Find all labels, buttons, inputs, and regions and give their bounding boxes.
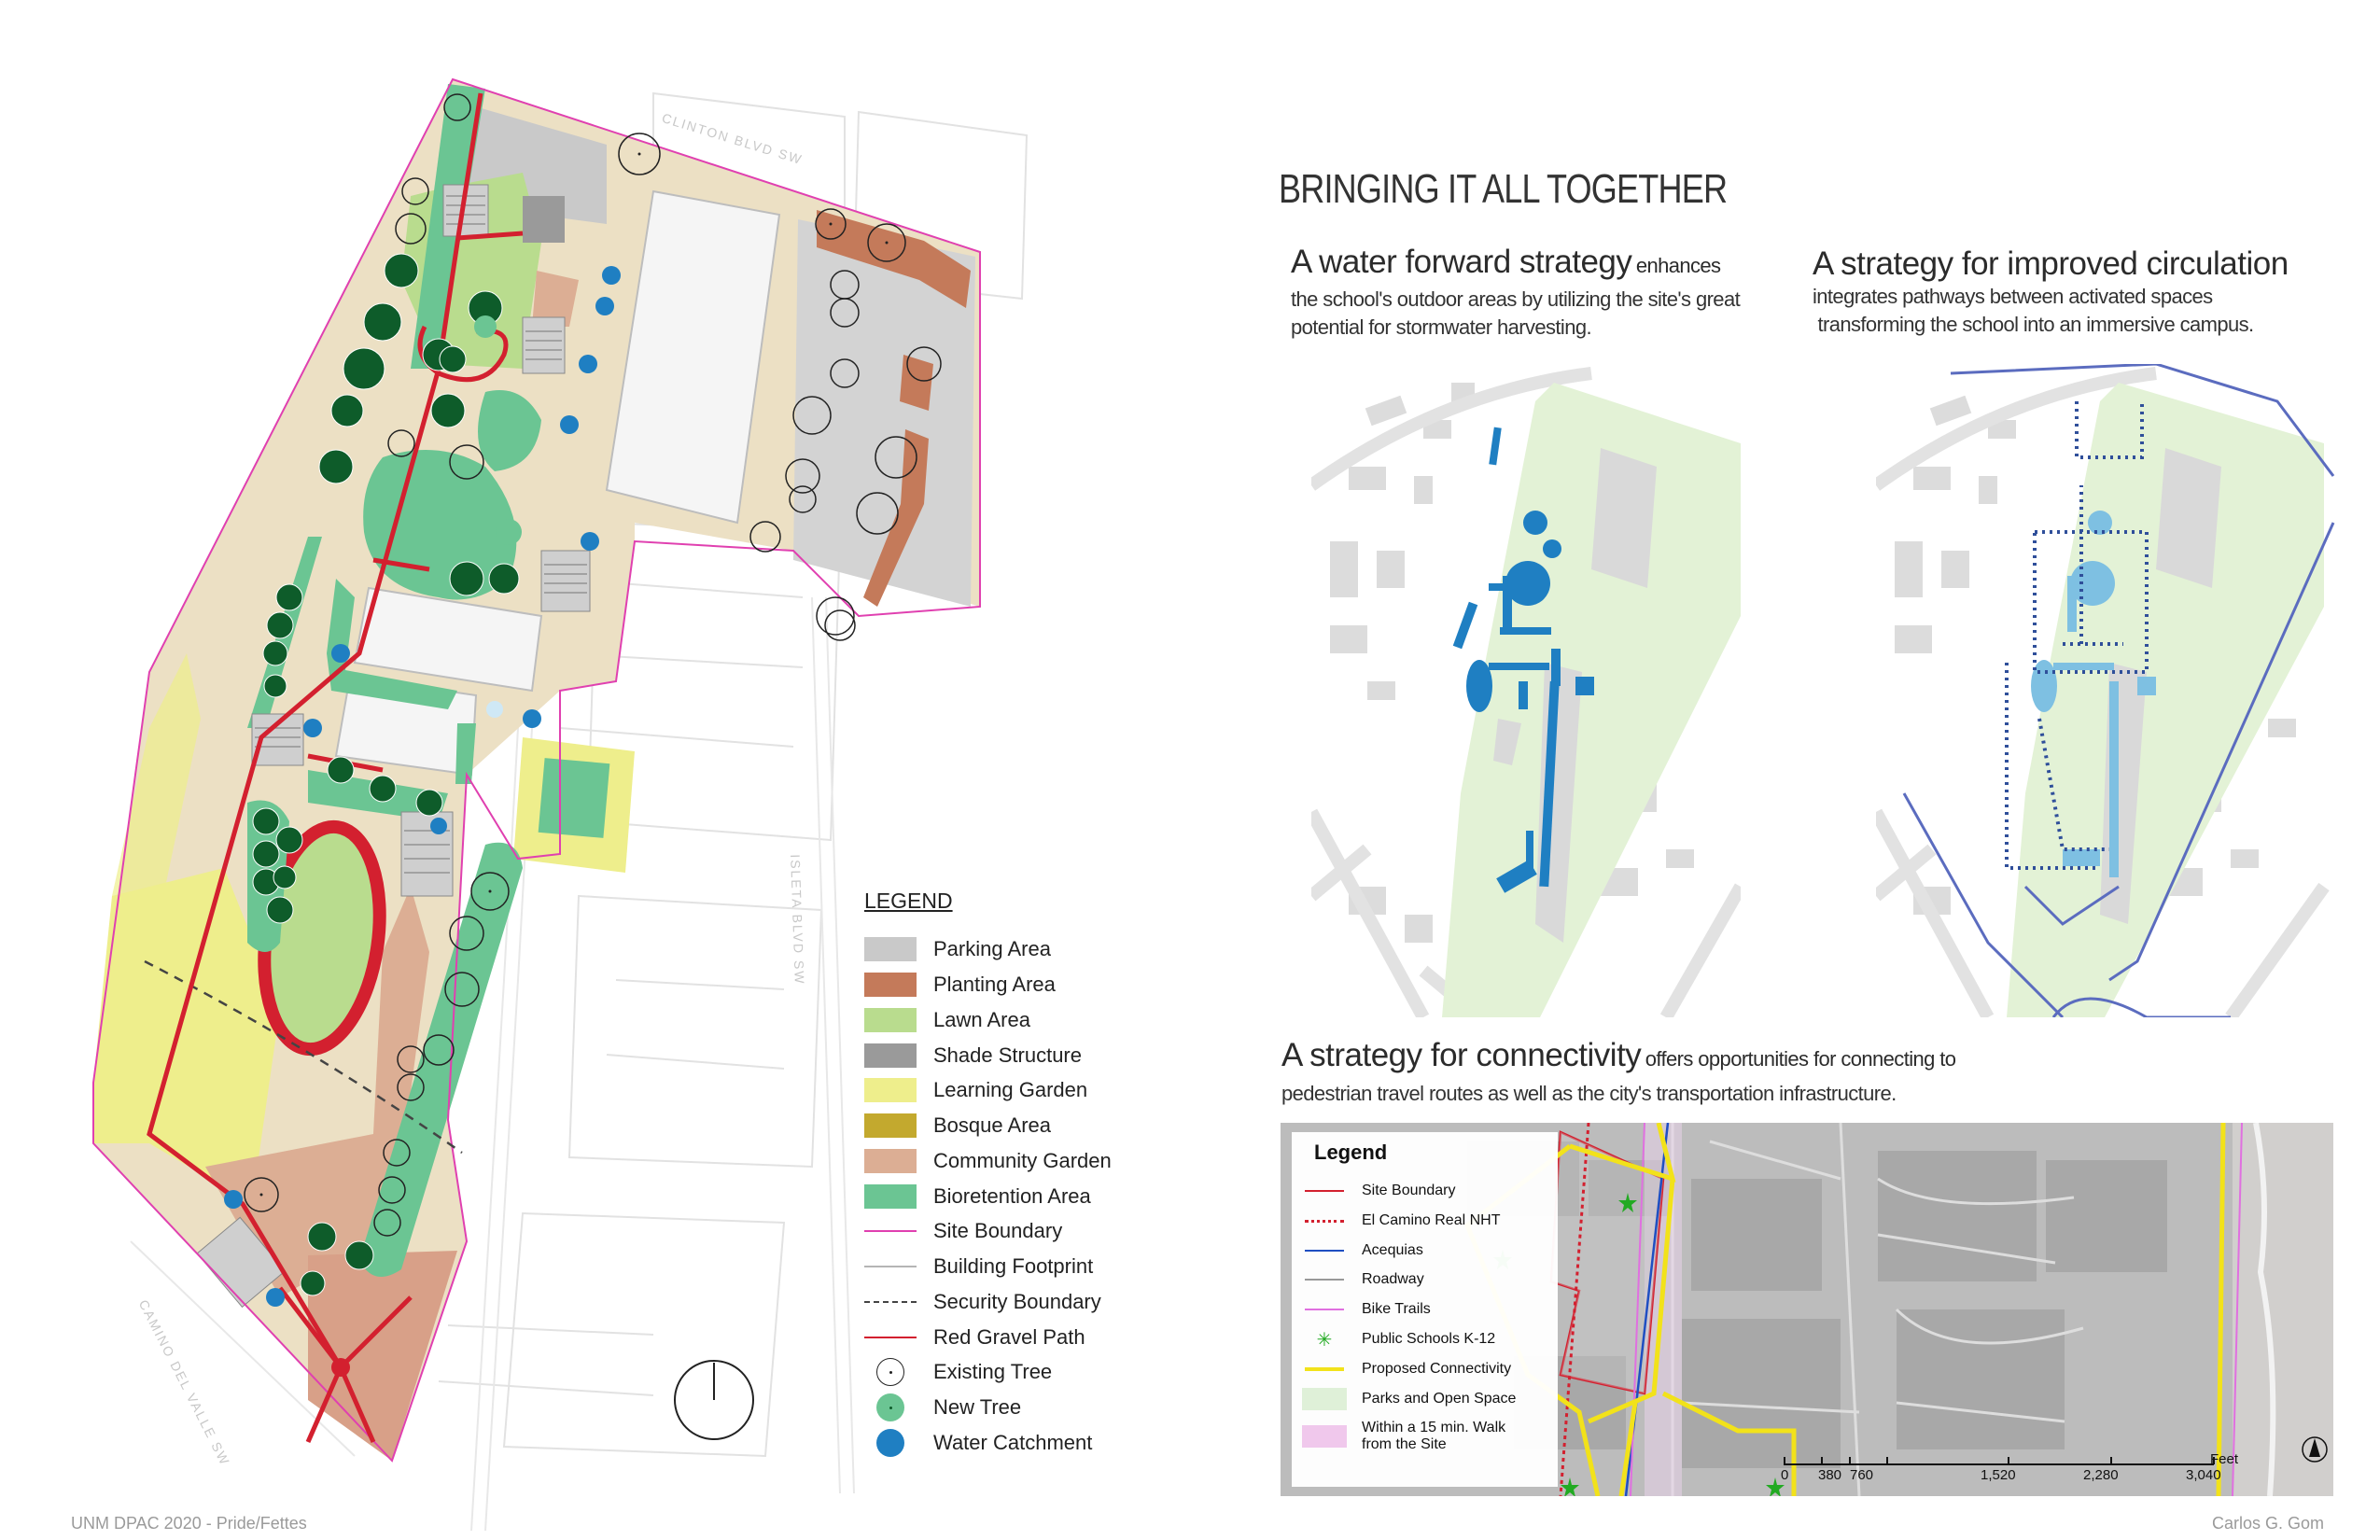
scale-tick-label: 760 [1850, 1467, 1874, 1483]
legend-swatch [864, 1360, 917, 1384]
legend-swatch [864, 1219, 917, 1243]
legend-label: Community Garden [933, 1149, 1112, 1172]
legend-label: Bosque Area [933, 1113, 1051, 1137]
site-legend-item [864, 1147, 1112, 1175]
circulation-strategy-heading: A strategy for improved circulation [1813, 245, 2289, 282]
site-legend-item [864, 1358, 1052, 1386]
map-legend-label: Bike Trails [1362, 1301, 1431, 1317]
map-legend-item [1302, 1180, 1456, 1202]
map-legend-swatch [1302, 1425, 1347, 1448]
site-legend-item [864, 1288, 1101, 1316]
map-legend-swatch [1302, 1242, 1347, 1259]
map-legend-swatch [1302, 1361, 1347, 1378]
site-legend-item [864, 1183, 1091, 1211]
legend-label: Planting Area [933, 973, 1056, 996]
site-legend-item [864, 1429, 1092, 1457]
map-legend-item [1302, 1358, 1511, 1380]
legend-swatch [864, 1254, 917, 1279]
water-strategy-line-1: the school's outdoor areas by utilizing the site's great [1291, 287, 1741, 311]
legend-swatch [864, 1395, 917, 1420]
footer-left: UNM DPAC 2020 - Pride/Fettes [71, 1514, 307, 1533]
map-legend-item [1302, 1210, 1500, 1232]
legend-label: Building Footprint [933, 1254, 1094, 1278]
legend-label: Water Catchment [933, 1431, 1093, 1454]
map-legend-label: El Camino Real NHT [1362, 1212, 1501, 1228]
map-legend-swatch [1302, 1271, 1347, 1288]
map-legend-label: Roadway [1362, 1271, 1424, 1287]
circulation-strategy-line-1: integrates pathways between activated spaces [1813, 285, 2213, 308]
water-strategy-line-2: potential for stormwater harvesting. [1291, 315, 1591, 339]
legend-label: Site Boundary [933, 1219, 1063, 1242]
water-strategy-heading: A water forward strategy [1291, 244, 1632, 280]
street-label-camino: CAMINO DEL VALLE SW [135, 1297, 233, 1469]
site-legend-item [864, 1006, 1030, 1034]
footer-right: Carlos G. Gom [2212, 1514, 2325, 1533]
scale-tick-label: 0 [1781, 1467, 1789, 1483]
map-legend-item [1302, 1388, 1516, 1410]
map-legend-swatch [1302, 1301, 1347, 1318]
legend-swatch [864, 1184, 917, 1209]
map-legend-swatch: ✳ [1316, 1328, 1333, 1351]
map-legend-title: Legend [1314, 1141, 1388, 1164]
scale-unit: Feet [2210, 1451, 2239, 1467]
site-legend-item [864, 1076, 1087, 1104]
site-legend-item [864, 1323, 1085, 1351]
legend-swatch [864, 1078, 917, 1102]
map-legend-label: Public Schools K-12 [1362, 1331, 1496, 1347]
map-legend-item [1302, 1268, 1424, 1291]
map-legend-item [1302, 1420, 1530, 1452]
legend-label: Existing Tree [933, 1360, 1053, 1383]
map-legend-item [1302, 1328, 1495, 1351]
legend-swatch [864, 1113, 917, 1138]
site-legend-item [864, 1042, 1082, 1070]
scale-tick-label: 3,040 [2186, 1467, 2221, 1483]
map-legend-label: Parks and Open Space [1362, 1391, 1517, 1407]
connectivity-strategy-inline: offers opportunities for connecting to [1645, 1047, 1956, 1071]
site-legend-item [864, 1112, 1051, 1140]
connectivity-strategy-text [1281, 1038, 2355, 1108]
map-legend-label: Site Boundary [1362, 1183, 1456, 1198]
legend-label: Lawn Area [933, 1008, 1030, 1031]
legend-swatch [864, 1043, 917, 1068]
legend-label: Red Gravel Path [933, 1325, 1085, 1349]
circulation-strategy-text [1813, 245, 2335, 339]
water-strategy-diagram [1311, 364, 1741, 1017]
site-legend-item [864, 1253, 1093, 1281]
water-strategy-inline: enhances [1635, 254, 1721, 277]
water-strategy-text [1291, 245, 1795, 342]
site-legend-item [864, 935, 1051, 963]
legend-swatch [864, 937, 917, 961]
site-legend-title: LEGEND [864, 889, 953, 913]
street-label-clinton: CLINTON BLVD SW [660, 110, 805, 168]
page-title: BRINGING IT ALL TOGETHER [1279, 166, 1728, 212]
site-legend-item [864, 1217, 1062, 1245]
scale-tick-label: 1,520 [1981, 1467, 2016, 1483]
map-legend-label: Proposed Connectivity [1362, 1361, 1512, 1377]
map-legend-swatch [1302, 1388, 1347, 1410]
legend-label: Security Boundary [933, 1290, 1101, 1313]
legend-label: Learning Garden [933, 1078, 1088, 1101]
legend-label: Shade Structure [933, 1043, 1082, 1067]
street-label-isleta: ISLETA BLVD SW [788, 854, 807, 986]
legend-label: New Tree [933, 1395, 1022, 1419]
scale-tick-label: 380 [1818, 1467, 1842, 1483]
map-legend-label: Within a 15 min. Walk from the Site [1362, 1420, 1506, 1452]
circulation-strategy-line-2: transforming the school into an immersive campus. [1813, 313, 2254, 336]
map-legend-label: Acequias [1362, 1242, 1423, 1258]
connectivity-strategy-heading: A strategy for connectivity [1281, 1037, 1642, 1073]
scale-tick-label: 2,280 [2083, 1467, 2119, 1483]
map-legend-item [1302, 1239, 1423, 1262]
site-legend-item [864, 971, 1056, 999]
circulation-strategy-diagram [1876, 364, 2343, 1017]
legend-swatch [864, 973, 917, 997]
legend-swatch [864, 1325, 917, 1350]
legend-swatch [864, 1149, 917, 1173]
legend-swatch [864, 1431, 917, 1455]
legend-swatch [864, 1290, 917, 1314]
map-legend-item [1302, 1298, 1431, 1321]
map-legend-swatch [1302, 1212, 1347, 1229]
legend-label: Parking Area [933, 937, 1051, 960]
connectivity-strategy-line-1: pedestrian travel routes as well as the city's transportation infrastructure. [1281, 1082, 1897, 1105]
legend-swatch [864, 1008, 917, 1032]
site-legend-item [864, 1393, 1021, 1421]
legend-label: Bioretention Area [933, 1184, 1091, 1208]
map-legend-swatch [1302, 1183, 1347, 1199]
